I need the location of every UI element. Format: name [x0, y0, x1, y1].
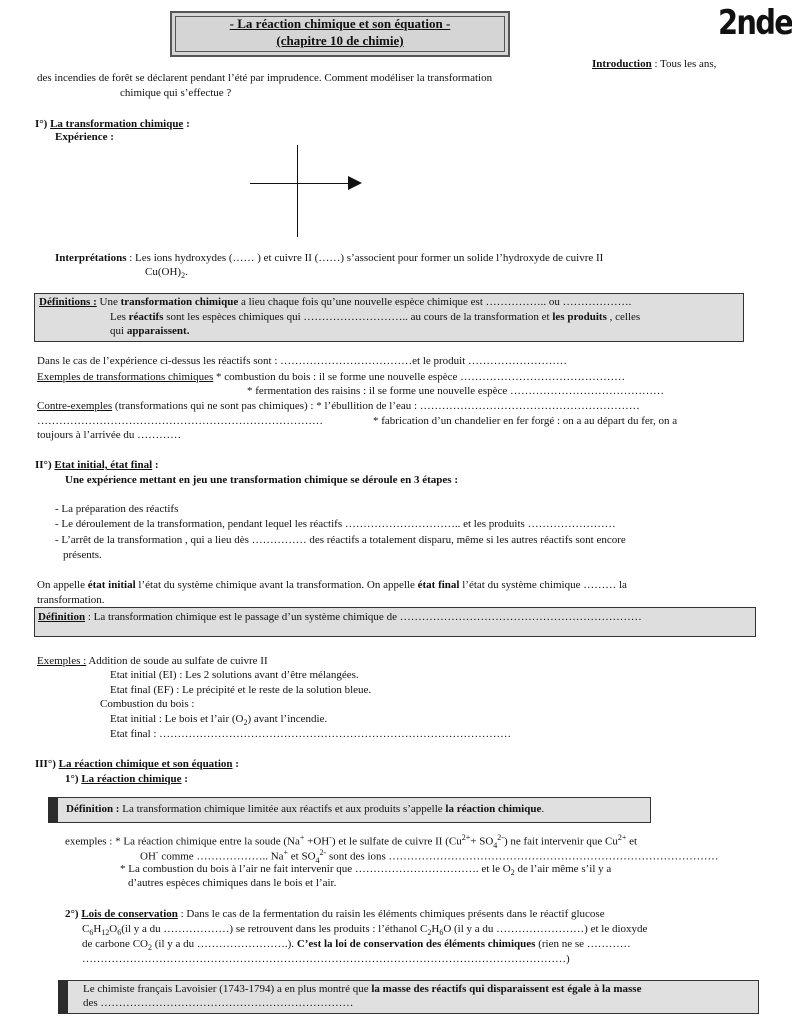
level-badge: 2nde: [718, 3, 792, 43]
example-ei-2: Etat initial : Le bois et l’air $(O_2)$ avant l’incendie.: [110, 713, 328, 728]
reaction-example-line2: OH- comme ……………….. Na+ et $SO_4^{2-}$ sont des ions ………………………………………………………………………………: [140, 848, 719, 865]
step-1: - La préparation des réactifs: [55, 503, 179, 515]
counter-examples-line2b: * fabrication d’un chandelier en fer forgé : on a au départ du fer, on a: [373, 415, 678, 427]
lavoisier-line2: des ……………………………………………………………: [83, 997, 354, 1009]
example-ef-1: Etat final (EF) : Le précipité et le reste de la solution bleue.: [110, 684, 372, 696]
initial-final-line1: On appelle état initial l’état du système chimique avant la transformation. On appelle état final l’état du système chimique ……… la: [37, 579, 627, 591]
counter-examples-line1: Contre-exemples (transformations qui ne sont pas chimiques) : * l’ébullition de l’eau : ……………………………………………………: [37, 400, 640, 412]
title-box: [170, 11, 510, 57]
section2-intro: Une expérience mettant en jeu une transformation chimique se déroule en 3 étapes :: [65, 474, 458, 486]
conservation-line2: $C_6H_{12}O_6(il$ y a du ………………) se retrouvent dans les produits : l’éthanol $C_2H_6O$ (il y a du ……………………) et le dioxyde: [82, 923, 648, 938]
reaction-example-line4: d’autres espèces chimiques dans le bois et l’air.: [128, 877, 337, 889]
definition-2-text: Définition : La transformation chimique est le passage d’un système chimique de …………………………………………………………: [38, 611, 642, 623]
counter-examples-line3: toujours à l’arrivée du …………: [37, 429, 182, 441]
example-2-title: Combustion du bois :: [100, 698, 195, 710]
example-ei-1: Etat initial (EI) : Les 2 solutions avant d’être mélangées.: [110, 669, 359, 681]
case-line: Dans le cas de l’expérience ci-dessus les réactifs sont : ………………………………et le produit ………………………: [37, 355, 568, 367]
subsection-1-heading: 1°) La réaction chimique :: [65, 773, 188, 785]
definition-3-text: Définition : La transformation chimique limitée aux réactifs et aux produits s’appelle la réaction chimique.: [66, 803, 545, 815]
initial-final-line2: transformation.: [37, 594, 105, 606]
interpretation-line: Interprétations : Les ions hydroxydes (…… ) et cuivre II (……) s’associent pour former un solide l’hydroxyde de cuivre II: [55, 252, 604, 264]
reaction-example-line1: exemples : * La réaction chimique entre la soude (Na+ +OH-) et le sulfate de cuivre II $(Cu^{2+}+ SO_4^{2-})$ ne fait intervenir que $Cu^{2+}$ et: [65, 833, 638, 850]
intro-line3: chimique qui s’effectue ?: [120, 87, 232, 99]
intro-line1: Introduction : Tous les ans,: [592, 58, 717, 70]
chapter-subtitle: (chapitre 10 de chimie): [276, 33, 404, 48]
intro-label: Introduction: [592, 58, 652, 70]
arrow-right-icon: [348, 176, 362, 190]
definition-line1: Définitions : Une transformation chimique a lieu chaque fois qu’une nouvelle espèce chimique est …………….. ou ……………….: [39, 296, 632, 308]
step-3: - L’arrêt de la transformation , qui a lieu dès …………… des réactifs a totalement disparu, même si les autres réactifs sont encore: [55, 534, 626, 546]
example-ef-2: Etat final : ……………………………………………………………………………………: [110, 728, 512, 740]
examples-line1: Exemples de transformations chimiques * combustion du bois : il se forme une nouvelle espèce ………………………………………: [37, 371, 626, 383]
conservation-line4: ……………………………………………………………………………………………………………………): [82, 953, 570, 965]
examples-2-title: Exemples : Addition de soude au sulfate de cuivre II: [37, 655, 268, 667]
section1-heading: I°) La transformation chimique :: [35, 118, 190, 130]
lavoisier-line1: Le chimiste français Lavoisier (1743-1794) a en plus montré que la masse des réactifs qui disparaissent est égale à la masse: [83, 983, 642, 995]
counter-examples-line2a: ……………………………………………………………………: [37, 415, 323, 427]
diagram-vertical-line: [297, 145, 298, 237]
experience-label: Expérience :: [55, 131, 114, 143]
subsection-2-heading: 2°) Lois de conservation : Dans le cas de la fermentation du raisin les éléments chimiques présents dans le réactif glucose: [65, 908, 605, 920]
definition-line2: Les réactifs sont les espèces chimiques qui ……………………….. au cours de la transformation et les produits , celles: [110, 311, 641, 323]
page-title: - La réaction chimique et son équation -: [229, 16, 451, 31]
intro-line2: des incendies de forêt se déclarent pendant l’été par imprudence. Comment modéliser la transformation: [37, 72, 493, 84]
step-2: - Le déroulement de la transformation, pendant lequel les réactifs ………………………….. et les produits ……………………: [55, 518, 616, 530]
step-3-cont: présents.: [63, 549, 102, 561]
examples-line2: * fermentation des raisins : il se forme une nouvelle espèce ……………………………………: [247, 385, 664, 397]
diagram-horizontal-line: [250, 183, 350, 184]
conservation-line3: de carbone $CO_2$ (il y a du …………………….). C’est la loi de conservation des éléments chimiques (rien ne se …………: [82, 938, 631, 953]
definition-line3: qui apparaissent.: [110, 325, 190, 337]
reaction-example-line3: * La combustion du bois à l’air ne fait intervenir que ……………………………. et le $O_2$ de l’air même s’il y a: [120, 863, 612, 878]
section2-heading: II°) Etat initial, état final :: [35, 459, 159, 471]
interpretation-formula: $Cu(OH)_2$.: [145, 266, 188, 281]
section3-heading: III°) La réaction chimique et son équation :: [35, 758, 239, 770]
